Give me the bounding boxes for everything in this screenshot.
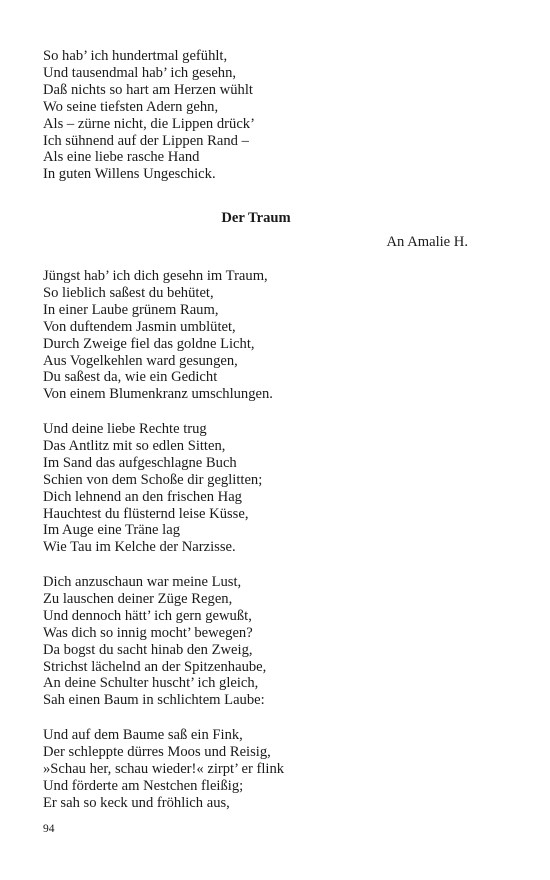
verse-line: Sah einen Baum in schlichtem Laube: bbox=[43, 692, 265, 709]
verse-line: Und tausendmal hab’ ich gesehn, bbox=[43, 64, 237, 81]
verse-line: Ich sühnend auf der Lippen Rand – bbox=[43, 132, 249, 149]
poem-title: Der Traum bbox=[221, 210, 291, 226]
verse-line: Dich anzuschaun war meine Lust, bbox=[43, 574, 242, 590]
verse-line: Zu lauschen deiner Züge Regen, bbox=[43, 590, 233, 607]
verse-line: Und förderte am Nestchen fleißig; bbox=[43, 777, 244, 794]
verse-line: Wie Tau im Kelche der Narzisse. bbox=[43, 539, 236, 556]
verse-line: Schien von dem Schoße dir geglitten; bbox=[43, 471, 263, 488]
verse-line: Und dennoch hätt’ ich gern gewußt, bbox=[43, 607, 252, 624]
verse-line: Das Antlitz mit so edlen Sitten, bbox=[43, 437, 226, 454]
verse-line: Wo seine tiefsten Adern gehn, bbox=[43, 98, 219, 115]
verse-line: Dich lehnend an den frischen Hag bbox=[43, 488, 242, 505]
verse-line: Daß nichts so hart am Herzen wühlt bbox=[43, 81, 253, 98]
poem-stanza bbox=[43, 574, 483, 709]
verse-line: Er sah so keck und fröhlich aus, bbox=[43, 794, 230, 811]
verse-line: Du saßest da, wie ein Gedicht bbox=[43, 369, 218, 386]
poem-stanza bbox=[43, 421, 483, 556]
poem-stanza-previous-ending bbox=[43, 48, 483, 183]
verse-line: An deine Schulter huscht’ ich gleich, bbox=[43, 675, 259, 692]
verse-line: Als – zürne nicht, die Lippen drück’ bbox=[43, 115, 255, 132]
poem-dedication: An Amalie H. bbox=[386, 234, 468, 250]
verse-line: So lieblich saßest du behütet, bbox=[43, 284, 214, 301]
verse-line: Aus Vogelkehlen ward gesungen, bbox=[43, 352, 238, 369]
verse-line: In einer Laube grünem Raum, bbox=[43, 301, 219, 318]
verse-line: Durch Zweige fiel das goldne Licht, bbox=[43, 335, 255, 352]
page-number: 94 bbox=[43, 823, 55, 835]
verse-line: In guten Willens Ungeschick. bbox=[43, 166, 216, 183]
poem-stanza bbox=[43, 727, 483, 812]
verse-line: Hauchtest du flüsternd leise Küsse, bbox=[43, 505, 249, 522]
verse-line: Was dich so innig mocht’ bewegen? bbox=[43, 624, 253, 641]
verse-line: Der schleppte dürres Moos und Reisig, bbox=[43, 743, 271, 760]
verse-line: Und deine liebe Rechte trug bbox=[43, 421, 207, 437]
verse-line: Im Sand das aufgeschlagne Buch bbox=[43, 454, 237, 471]
verse-line: So hab’ ich hundertmal gefühlt, bbox=[43, 48, 228, 64]
verse-line: Und auf dem Baume saß ein Fink, bbox=[43, 727, 243, 743]
verse-line: »Schau her, schau wieder!« zirpt’ er flink bbox=[43, 760, 285, 777]
verse-line: Im Auge eine Träne lag bbox=[43, 522, 180, 539]
verse-line: Von duftendem Jasmin umblütet, bbox=[43, 318, 236, 335]
verse-line: Da bogst du sacht hinab den Zweig, bbox=[43, 641, 253, 658]
verse-line: Strichst lächelnd an der Spitzenhaube, bbox=[43, 658, 267, 675]
verse-line: Jüngst hab’ ich dich gesehn im Traum, bbox=[43, 268, 268, 284]
poem-stanza bbox=[43, 268, 483, 403]
verse-line: Als eine liebe rasche Hand bbox=[43, 149, 200, 166]
verse-line: Von einem Blumenkranz umschlungen. bbox=[43, 386, 273, 403]
